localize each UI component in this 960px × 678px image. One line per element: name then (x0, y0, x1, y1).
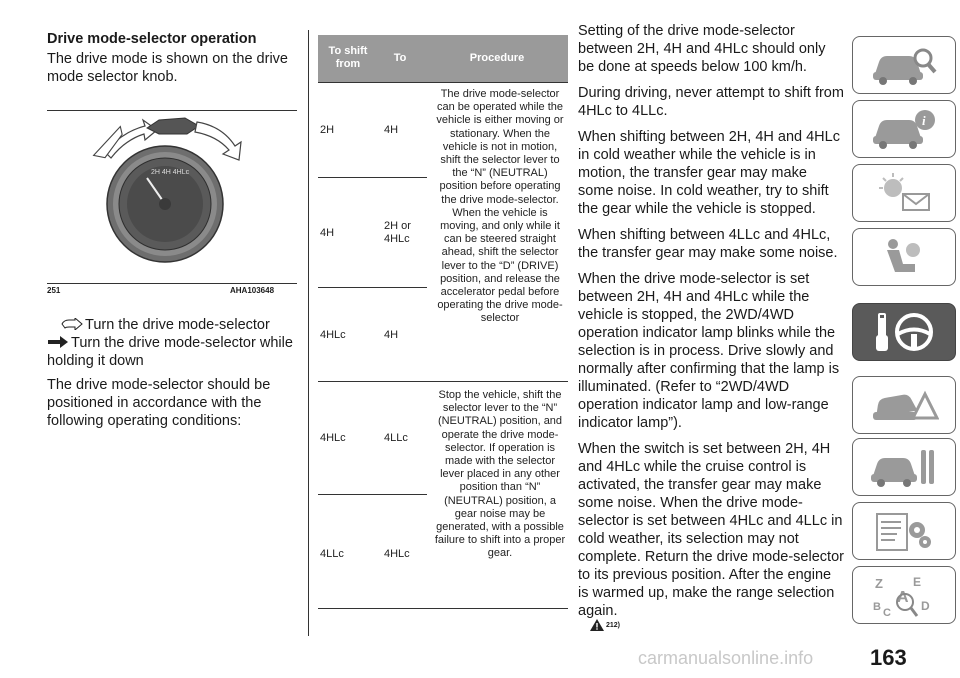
paragraph-speed: Setting of the drive mode-selector between 2H, 4H and 4HLc should only be done at speeds below 100 km/h. (578, 23, 826, 75)
paragraph-cold-weather: When shifting between 2H, 4H and 4HLc in cold weather while the vehicle is in motion, the transfer gear may make some noise. In cold weather, try to shift the gear while the vehicle is stopped. (578, 129, 840, 217)
header-from: To shift from (328, 45, 368, 70)
steps-block (47, 316, 299, 430)
specs-gears-icon (869, 508, 939, 554)
svg-text:B: B (873, 601, 881, 613)
tab-emergency[interactable] (852, 376, 956, 434)
svg-text:C: C (883, 607, 891, 618)
header-to: To (393, 52, 407, 64)
table-bottom-rule (318, 608, 568, 609)
paragraph-cruise-control: When the switch is set between 2H, 4H and 4HLc while the cruise control is activated, the transfer gear may make some noise. When the drive mode-selector is set between 4HLc and 4LLc in cold weather, its selection may not complete. Return the drive mode-selector to its previous position. After the engine is warmed up, make the range selection again. (578, 441, 844, 619)
key-steering-wheel-icon (864, 307, 944, 357)
svg-text:i: i (922, 113, 926, 128)
row2-from: 4H (320, 227, 335, 239)
watermark: carmanualsonline.info (638, 648, 814, 668)
arrow-solid-icon (47, 336, 69, 348)
page-number: 163 (870, 645, 907, 670)
seat-airbag-icon (869, 234, 939, 280)
warning-lights-envelope-icon (869, 170, 939, 216)
section-intro: The drive mode is shown on the drive mode selector knob. (47, 51, 288, 85)
car-search-icon (869, 42, 939, 88)
figure-code: AHA103648 (230, 286, 275, 295)
arrow-outline-icon (61, 318, 83, 330)
tab-servicing[interactable] (852, 438, 956, 496)
paragraph-indicator-lamp: When the drive mode-selector is set between 2H, 4H and 4HLc while the vehicle is stopped, the 2WD/4WD operation indicator lamp blinks while the selection is in process. Drive slowly and normally after confirming that the lamp is illuminated. (Refer to “2WD/4WD operation indicator lamp and low-range indicator lamp”). (578, 271, 840, 431)
tab-safety[interactable] (852, 228, 956, 286)
warning-triangle-icon (590, 619, 604, 631)
step-two-text: Turn the drive mode-selector while holding it down (47, 335, 293, 369)
section-title: Drive mode-selector operation (47, 31, 257, 47)
table-rule (318, 82, 568, 83)
row5-from: 4LLc (320, 548, 344, 560)
row4-from: 4HLc (320, 432, 346, 444)
selector-knob-figure (47, 112, 297, 284)
svg-text:A: A (897, 589, 909, 606)
row4-to: 4LLc (384, 432, 408, 444)
row-divider (318, 177, 427, 178)
tab-knowing-your-vehicle[interactable] (852, 36, 956, 94)
step-two (47, 334, 299, 370)
table-header (318, 35, 568, 82)
row1-from: 2H (320, 124, 335, 136)
svg-text:D: D (921, 599, 930, 613)
svg-text:E: E (913, 575, 922, 589)
row5-to: 4HLc (384, 548, 410, 560)
svg-text:2H 4H 4HLc: 2H 4H 4HLc (151, 169, 190, 176)
paragraph-4llc-noise: When shifting between 4LLc and 4HLc, the transfer gear may make some noise. (578, 227, 838, 261)
car-breakdown-warning-icon (869, 382, 939, 428)
figure-top-rule (47, 110, 297, 111)
tab-index[interactable] (852, 566, 956, 624)
tab-technical-data[interactable] (852, 502, 956, 560)
svg-text:Z: Z (875, 576, 883, 591)
row3-from: 4HLc (320, 329, 346, 341)
drive-mode-knob-illustration (47, 112, 297, 284)
step-one-text: Turn the drive mode-selector (85, 317, 270, 333)
procedure-cell-1: The drive mode-selector can be operated while the vehicle is either moving or stationary. When the vehicle is not in motion, shift the selector lever to the “N” (NEUTRAL) position before operating the drive mode-selector. When the vehicle is moving, and only while it can be steered straight ahead, shift the selector lever to the “D” (DRIVE) position, and release the accelerator pedal before operating the drive mode-selector (436, 88, 564, 325)
row-divider (318, 494, 427, 495)
paragraph-never-shift: During driving, never attempt to shift from 4HLc to 4LLc. (578, 85, 844, 119)
header-procedure: Procedure (469, 52, 525, 64)
alphabet-index-icon (869, 572, 939, 618)
row1-to: 4H (384, 124, 399, 136)
tab-starting-driving[interactable] (852, 303, 956, 361)
figure-bottom-rule (47, 283, 297, 284)
row-divider (318, 381, 568, 382)
left-column (47, 30, 297, 86)
car-tools-icon (869, 444, 939, 490)
conditions-text: The drive mode-selector should be positioned in accordance with the following operating conditions: (47, 377, 271, 429)
step-one (47, 316, 299, 334)
tab-warning-lights[interactable] (852, 164, 956, 222)
procedure-cell-2: Stop the vehicle, shift the selector lever to the “N” (NEUTRAL) position, and operate the drive mode-selector. If operation is made with the selector lever placed in any other position than “N” (NEUTRAL) position, a gear noise may be generated, with a possible failure to shift into a proper gear. (434, 389, 566, 560)
column-divider-left (308, 30, 309, 636)
car-info-icon (869, 106, 939, 152)
row-divider (318, 287, 427, 288)
right-column (578, 22, 844, 628)
warning-reference: 212) (606, 622, 621, 629)
tab-dashboard[interactable] (852, 100, 956, 158)
row3-to: 4H (384, 329, 399, 341)
figure-number: 251 (47, 286, 61, 295)
row2-to: 2H or 4HLc (384, 220, 411, 245)
